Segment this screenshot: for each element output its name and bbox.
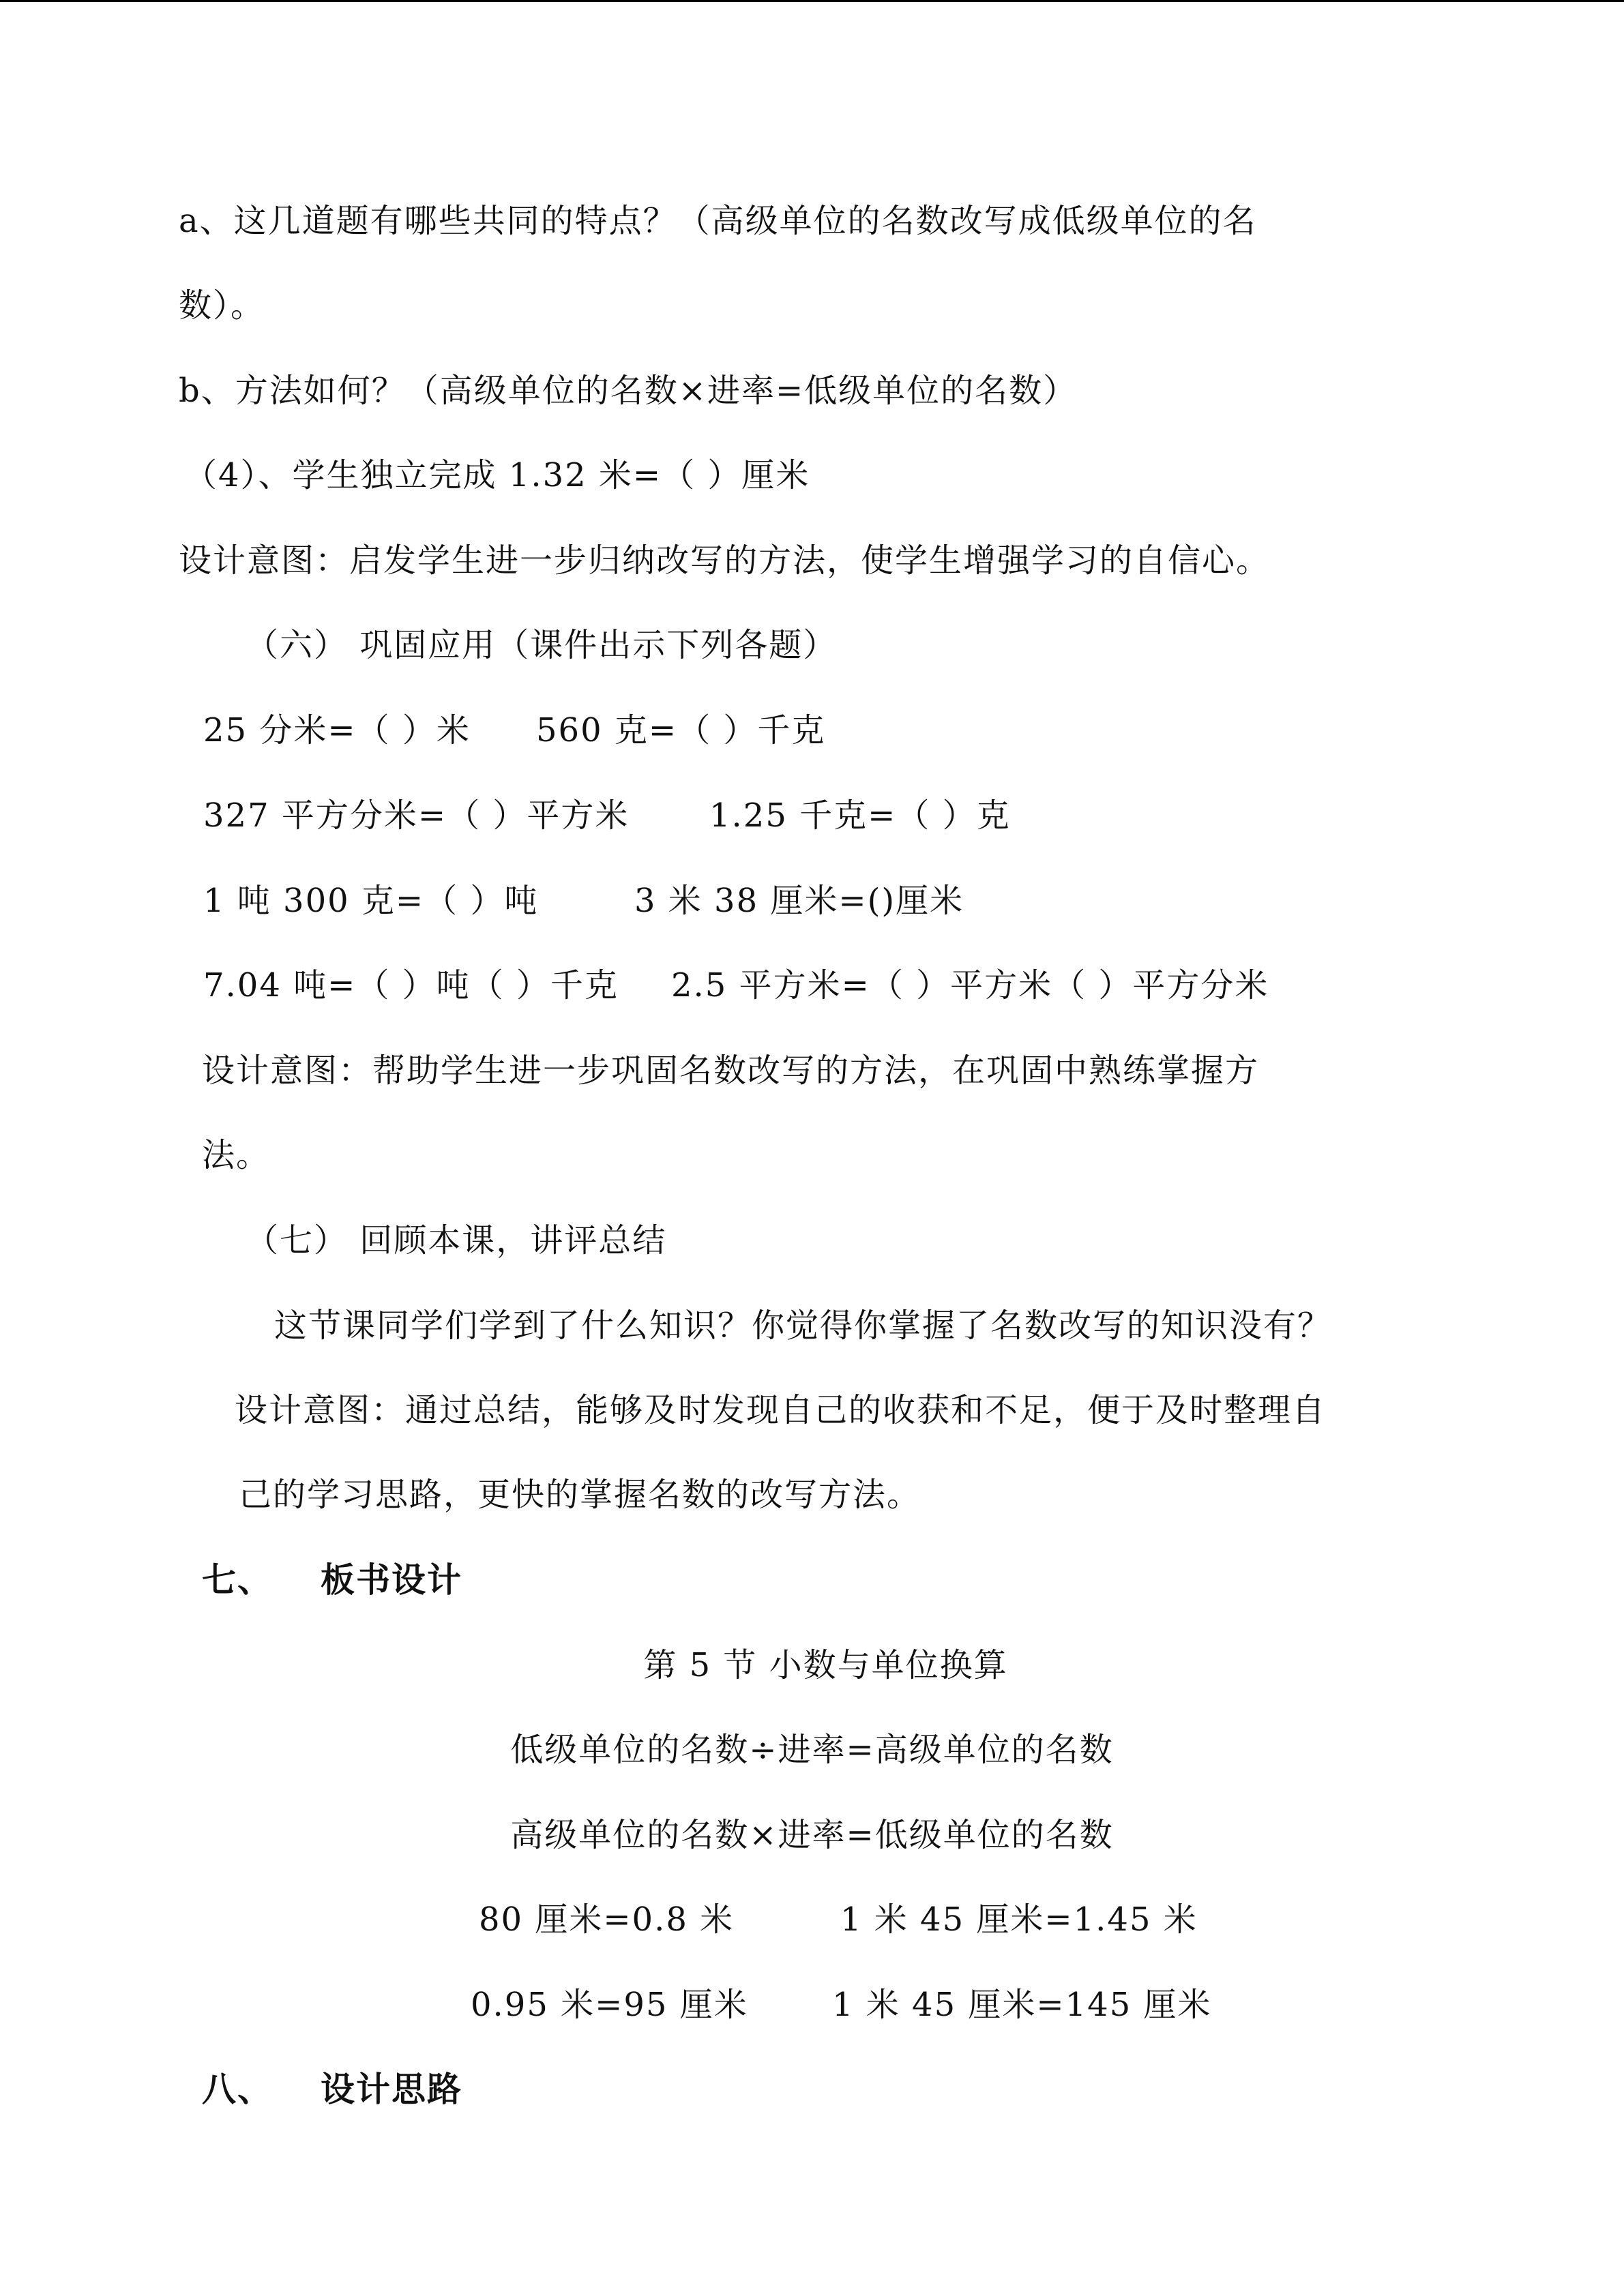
board-title: 第 5 节 小数与单位换算 bbox=[643, 1646, 1008, 1684]
exercise-4-line: （4）、学生独立完成 1.32 米=（ ）厘米 bbox=[184, 456, 810, 494]
exercise-item: 25 分米=（ ）米 bbox=[203, 711, 471, 749]
exercise-item: 7.04 吨=（ ）吨（ ）千克 bbox=[203, 966, 619, 1004]
chapter-7-title: 板书设计 bbox=[321, 1560, 462, 1600]
exercise-item: 3 米 38 厘米=()厘米 bbox=[634, 882, 964, 920]
question-a-line: a、这几道题有哪些共同的特点？（高级单位的名数改写成低级单位的名 bbox=[179, 202, 1257, 240]
review-question: 这节课同学们学到了什么知识？你觉得你掌握了名数改写的知识没有？ bbox=[274, 1307, 1332, 1345]
board-example: 1 米 45 厘米=145 厘米 bbox=[832, 1986, 1212, 2024]
design-intent-2: 设计意图：帮助学生进一步巩固名数改写的方法，在巩固中熟练掌握方 bbox=[202, 1052, 1260, 1090]
chapter-8-title: 设计思路 bbox=[321, 2070, 462, 2109]
board-rule-2: 高级单位的名数×进率=低级单位的名数 bbox=[510, 1816, 1114, 1854]
exercise-item: 560 克=（ ）千克 bbox=[536, 711, 826, 749]
design-intent-3-continuation: 己的学习思路，更快的掌握名数的改写方法。 bbox=[239, 1476, 921, 1514]
board-example: 0.95 米=95 厘米 bbox=[471, 1986, 748, 2024]
board-example: 80 厘米=0.8 米 bbox=[479, 1900, 735, 1939]
exercise-item: 2.5 平方米=（ ）平方米（ ）平方分米 bbox=[671, 966, 1269, 1004]
chapter-7-number: 七、 bbox=[202, 1560, 273, 1600]
chapter-8-number: 八、 bbox=[202, 2070, 273, 2109]
design-intent-2-continuation: 法。 bbox=[202, 1136, 271, 1174]
question-a-continuation: 数）。 bbox=[179, 286, 265, 325]
board-example: 1 米 45 厘米=1.45 米 bbox=[840, 1900, 1198, 1939]
design-intent-3: 设计意图：通过总结，能够及时发现自己的收获和不足，便于及时整理自 bbox=[235, 1391, 1327, 1429]
board-rule-2-row bbox=[0, 1815, 1624, 1855]
board-rule-1: 低级单位的名数÷进率=高级单位的名数 bbox=[510, 1731, 1114, 1769]
exercise-item: 327 平方分米=（ ）平方米 bbox=[203, 796, 630, 835]
exercise-item: 1 吨 300 克=（ ）吨 bbox=[203, 882, 539, 920]
section-7-heading: （七） 回顾本课，讲评总结 bbox=[246, 1221, 667, 1259]
design-intent-1: 设计意图：启发学生进一步归纳改写的方法，使学生增强学习的自信心。 bbox=[179, 541, 1271, 580]
question-b-line: b、方法如何？（高级单位的名数×进率=低级单位的名数） bbox=[179, 372, 1078, 410]
board-rule-1-row bbox=[0, 1729, 1624, 1770]
section-6-heading: （六） 巩固应用（课件出示下列各题） bbox=[246, 626, 838, 664]
board-title-row bbox=[0, 1645, 1624, 1686]
page-top-border bbox=[0, 0, 1624, 2]
exercise-item: 1.25 千克=（ ）克 bbox=[709, 796, 1011, 835]
